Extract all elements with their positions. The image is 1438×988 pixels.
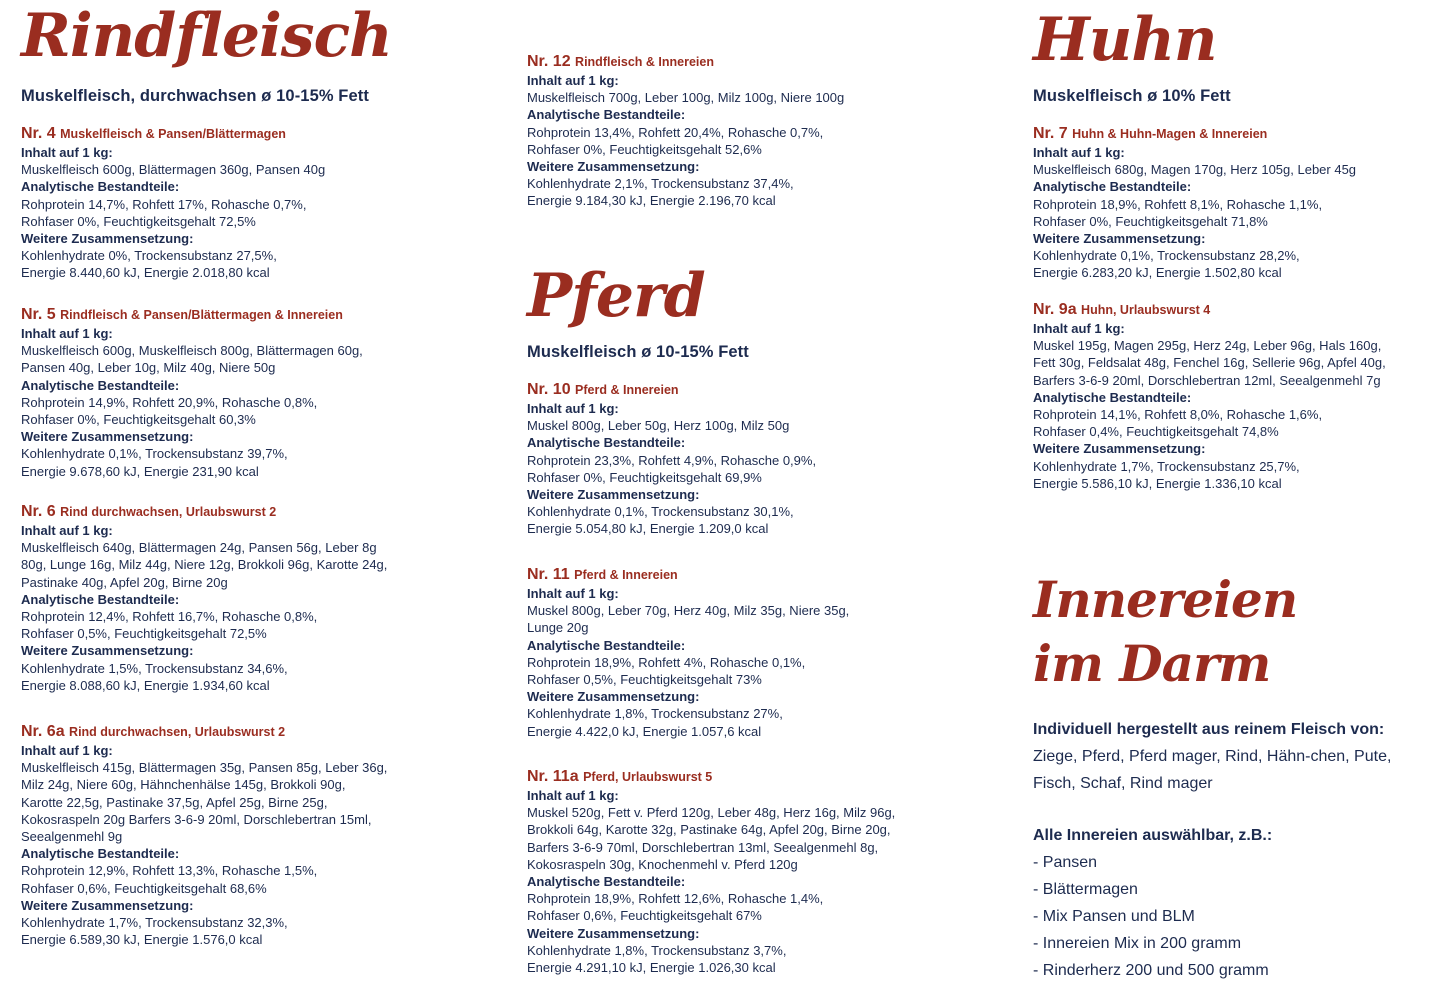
product-nr7 [1033,124,1433,282]
inhalt-label: Inhalt auf 1 kg: [1033,321,1125,336]
analytisch-text: Rohprotein 14,7%, Rohfett 17%, Rohasche 0,7%, Rohfaser 0%, Feuchtigkeitsgehalt 72,5% [21,196,307,229]
inhalt-text: Muskelfleisch 600g, Muskelfleisch 800g, Blättermagen 60g, Pansen 40g, Leber 10g, Milz 40g, Niere 50g [21,343,363,376]
weitere-label: Weitere Zusammensetzung: [527,689,700,705]
analytisch-label: Analytische Bestandteile: [527,435,686,451]
analytisch-label: Analytische Bestandteile: [527,874,686,890]
inhalt-text: Muskel 520g, Fett v. Pferd 120g, Leber 48g, Herz 16g, Milz 96g, Brokkoli 64g, Karotte 32g, Pastinake 64g, Apfel 20g, Birne 20g, Barfers 3-6-9 70ml, Dorschlebertran 13ml, Seealgenmehl 8g, Kokosraspeln 30g, Knochenmehl v. Pferd 120g [527,805,896,872]
product-number: Nr. 6 [21,503,56,520]
list-item: - Innereien Mix in 200 gramm [1033,935,1242,952]
weitere-label: Weitere Zusammensetzung: [1033,231,1206,247]
list-heading: Alle Innereien auswählbar, z.B.: [1033,827,1273,844]
analytisch-text: Rohprotein 18,9%, Rohfett 8,1%, Rohasche 1,1%, Rohfaser 0%, Feuchtigkeitsgehalt 71,8% [1033,196,1323,229]
analytisch-label: Analytische Bestandteile: [1033,179,1192,195]
product-name: Pferd & Innereien [575,383,679,397]
inhalt-text: Muskel 800g, Leber 50g, Herz 100g, Milz 50g [527,418,790,434]
product-number: Nr. 7 [1033,125,1068,142]
product-number: Nr. 11 [527,566,570,583]
inhalt-text: Muskelfleisch 700g, Leber 100g, Milz 100g, Niere 100g [527,90,845,106]
inhalt-text: Muskel 800g, Leber 70g, Herz 40g, Milz 35g, Niere 35g, Lunge 20g [527,603,850,636]
product-name: Pferd & Innereien [574,568,678,582]
weitere-label: Weitere Zusammensetzung: [21,231,194,247]
product-nr5 [21,305,481,480]
inhalt-text: Muskelfleisch 640g, Blättermagen 24g, Pansen 56g, Leber 8g 80g, Lunge 16g, Milz 44g, Niere 12g, Brokkoli 96g, Karotte 24g, Pastinake 40g, Apfel 20g, Birne 20g [21,540,388,590]
list-item: - Mix Pansen und BLM [1033,908,1195,925]
analytisch-text: Rohprotein 23,3%, Rohfett 4,9%, Rohasche 0,9%, Rohfaser 0%, Feuchtigkeitsgehalt 69,9% [527,452,817,485]
inhalt-label: Inhalt auf 1 kg: [527,586,619,601]
pferd-title: Pferd [527,261,705,331]
analytisch-label: Analytische Bestandteile: [21,846,180,862]
product-name: Rindfleisch & Innereien [575,55,714,69]
list-item: - Pansen [1033,854,1098,871]
inhalt-label: Inhalt auf 1 kg: [1033,145,1125,160]
innereien-title: Innereien im Darm [1033,570,1298,693]
product-name: Rind durchwachsen, Urlaubswurst 2 [60,505,277,519]
list-item: - Rinderherz 200 und 500 gramm [1033,962,1269,979]
huhn-title: Huhn [1033,5,1217,75]
weitere-text: Kohlenhydrate 1,5%, Trockensubstanz 34,6%, Energie 8.088,60 kJ, Energie 1.934,60 kcal [21,660,288,693]
weitere-text: Kohlenhydrate 1,8%, Trockensubstanz 3,7%, Energie 4.291,10 kJ, Energie 1.026,30 kcal [527,942,787,976]
product-number: Nr. 5 [21,306,56,323]
pferd-column [527,0,967,988]
product-nr11a [527,767,967,976]
weitere-text: Kohlenhydrate 0%, Trockensubstanz 27,5%, Energie 8.440,60 kJ, Energie 2.018,80 kcal [21,248,277,281]
analytisch-text: Rohprotein 18,9%, Rohfett 4%, Rohasche 0,1%, Rohfaser 0,5%, Feuchtigkeitsgehalt 73% [527,654,806,688]
product-number: Nr. 12 [527,53,571,70]
rindfleisch-title: Rindfleisch [21,1,392,71]
inhalt-label: Inhalt auf 1 kg: [21,326,113,341]
weitere-label: Weitere Zusammensetzung: [527,487,700,503]
innereien-list [1033,822,1413,984]
weitere-label: Weitere Zusammensetzung: [527,159,700,175]
pferd-subtitle: Muskelfleisch ø 10-15% Fett [527,343,749,361]
weitere-text: Kohlenhydrate 0,1%, Trockensubstanz 28,2%, Energie 6.283,20 kJ, Energie 1.502,80 kcal [1033,248,1300,281]
weitere-text: Kohlenhydrate 1,7%, Trockensubstanz 25,7%, Energie 5.586,10 kJ, Energie 1.336,10 kcal [1033,458,1300,491]
intro-text: Ziege, Pferd, Pferd mager, Rind, Hähn-chen, Pute, Fisch, Schaf, Rind mager [1033,748,1392,792]
analytisch-label: Analytische Bestandteile: [21,377,180,393]
product-nr10 [527,380,967,538]
analytisch-text: Rohprotein 18,9%, Rohfett 12,6%, Rohasche 1,4%, Rohfaser 0,6%, Feuchtigkeitsgehalt 67% [527,891,824,924]
product-nr9a [1033,300,1433,492]
weitere-label: Weitere Zusammensetzung: [21,643,194,659]
analytisch-label: Analytische Bestandteile: [527,107,686,123]
inhalt-label: Inhalt auf 1 kg: [21,743,113,758]
weitere-label: Weitere Zusammensetzung: [21,897,194,913]
inhalt-text: Muskel 195g, Magen 295g, Herz 24g, Leber 96g, Hals 160g, Fett 30g, Feldsalat 48g, Fenchel 16g, Sellerie 96g, Apfel 40g, Barfers 3-6-9 20ml, Dorschlebertran 12ml, Seealgenmehl 7g [1033,338,1386,388]
inhalt-label: Inhalt auf 1 kg: [527,73,619,88]
weitere-text: Kohlenhydrate 0,1%, Trockensubstanz 30,1%, Energie 5.054,80 kJ, Energie 1.209,0 kcal [527,504,794,537]
product-nr12 [527,52,967,210]
weitere-label: Weitere Zusammensetzung: [21,429,194,445]
rindfleisch-column [21,0,481,988]
analytisch-text: Rohprotein 13,4%, Rohfett 20,4%, Rohasche 0,7%, Rohfaser 0%, Feuchtigkeitsgehalt 52,6% [527,124,824,157]
product-number: Nr. 6a [21,723,65,740]
rindfleisch-subtitle: Muskelfleisch, durchwachsen ø 10-15% Fett [21,87,369,105]
product-number: Nr. 11a [527,768,579,785]
inhalt-label: Inhalt auf 1 kg: [527,401,619,416]
product-number: Nr. 4 [21,125,56,142]
analytisch-text: Rohprotein 12,9%, Rohfett 13,3%, Rohasche 1,5%, Rohfaser 0,6%, Feuchtigkeitsgehalt 68,6% [21,863,318,896]
huhn-column [1033,0,1433,988]
list-item: - Blättermagen [1033,881,1138,898]
weitere-text: Kohlenhydrate 2,1%, Trockensubstanz 37,4%, Energie 9.184,30 kJ, Energie 2.196,70 kcal [527,176,794,209]
analytisch-label: Analytische Bestandteile: [21,179,180,195]
analytisch-text: Rohprotein 14,9%, Rohfett 20,9%, Rohasche 0,8%, Rohfaser 0%, Feuchtigkeitsgehalt 60,3% [21,394,318,428]
inhalt-label: Inhalt auf 1 kg: [21,523,113,538]
intro-bold: Individuell hergestellt aus reinem Fleisch von: [1033,721,1385,738]
product-name: Huhn & Huhn-Magen & Innereien [1072,127,1268,141]
product-nr11 [527,565,967,740]
weitere-text: Kohlenhydrate 0,1%, Trockensubstanz 39,7%, Energie 9.678,60 kJ, Energie 231,90 kcal [21,446,288,479]
product-nr6 [21,502,481,694]
inhalt-label: Inhalt auf 1 kg: [21,145,113,160]
analytisch-label: Analytische Bestandteile: [21,591,180,607]
inhalt-text: Muskelfleisch 680g, Magen 170g, Herz 105g, Leber 45g [1033,162,1357,178]
innereien-intro [1033,716,1403,797]
inhalt-label: Inhalt auf 1 kg: [527,788,619,803]
product-name: Pferd, Urlaubswurst 5 [583,770,713,784]
huhn-subtitle: Muskelfleisch ø 10% Fett [1033,87,1231,105]
product-name: Huhn, Urlaubswurst 4 [1081,303,1211,317]
product-number: Nr. 9a [1033,301,1077,318]
weitere-label: Weitere Zusammensetzung: [1033,441,1206,457]
analytisch-text: Rohprotein 14,1%, Rohfett 8,0%, Rohasche 1,6%, Rohfaser 0,4%, Feuchtigkeitsgehalt 74,8% [1033,407,1323,440]
inhalt-text: Muskelfleisch 600g, Blättermagen 360g, Pansen 40g [21,162,326,178]
inhalt-text: Muskelfleisch 415g, Blättermagen 35g, Pansen 85g, Leber 36g, Milz 24g, Niere 60g, Hähnchenhälse 145g, Brokkoli 90g, Karotte 22,5g, Pastinake 37,5g, Apfel 25g, Birne 25g, Kokosraspeln 20g Barfers 3-6-9 20ml, Dorschlebertran 15ml, Seealgenmehl 9g [21,760,388,845]
product-name: Rind durchwachsen, Urlaubswurst 2 [69,725,286,739]
product-name: Rindfleisch & Pansen/Blättermagen & Innereien [60,308,343,322]
product-number: Nr. 10 [527,381,571,398]
product-name: Muskelfleisch & Pansen/Blättermagen [60,127,286,141]
weitere-label: Weitere Zusammensetzung: [527,925,700,941]
analytisch-label: Analytische Bestandteile: [1033,389,1192,405]
product-nr6a [21,722,481,948]
weitere-text: Kohlenhydrate 1,7%, Trockensubstanz 32,3%, Energie 6.589,30 kJ, Energie 1.576,0 kcal [21,915,288,948]
analytisch-label: Analytische Bestandteile: [527,637,686,653]
product-nr4 [21,124,481,282]
weitere-text: Kohlenhydrate 1,8%, Trockensubstanz 27%, Energie 4.422,0 kJ, Energie 1.057,6 kcal [527,706,783,739]
analytisch-text: Rohprotein 12,4%, Rohfett 16,7%, Rohasche 0,8%, Rohfaser 0,5%, Feuchtigkeitsgehalt 72,5% [21,609,318,642]
